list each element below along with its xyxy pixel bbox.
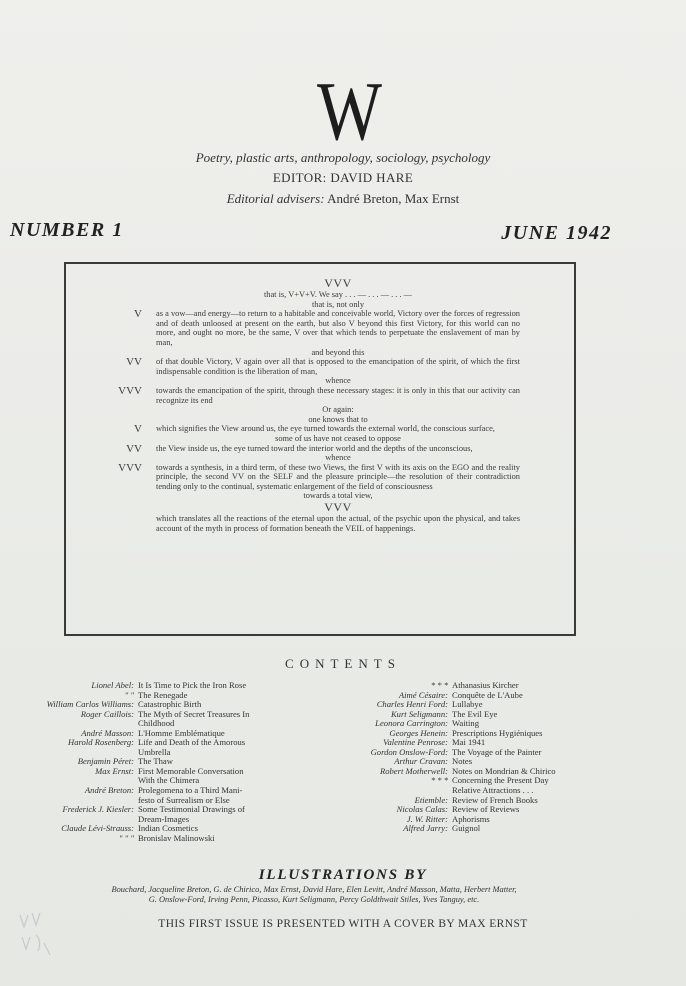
- masthead-advisers: [0, 191, 686, 207]
- manifesto-paragraph-text: as a vow—and energy—to return to a habitable and conceivable world, Victory over the forces of regression and of death unloosed at present on the earth, but also V beyond this first Victory, for this world can no more, and ought no more, be the same, V over that which tends to perpetuate the enslavement of man by man,: [156, 309, 520, 347]
- illustrations-line-2: G. Onslow-Ford, Irving Penn, Picasso, Kurt Seligmann, Percy Goldthwait Stiles, Yves Tanguy, etc.: [148, 894, 480, 904]
- contents-title-entry: Waiting: [452, 718, 479, 729]
- masthead-logo: W: [317, 65, 369, 158]
- manifesto-connector: and beyond this: [311, 347, 365, 357]
- contents-author: Frederick J. Kiesler:: [62, 804, 134, 815]
- contents-author: " " ": [118, 832, 134, 843]
- masthead-editor: EDITOR: DAVID HARE: [272, 170, 414, 185]
- contents-title-entry: Aphorisms: [452, 813, 490, 824]
- manifesto-paragraph: [94, 514, 520, 533]
- manifesto-v-mark: VVV: [118, 384, 142, 397]
- contents-title-entry: Review of French Books: [452, 794, 538, 805]
- contents-title-entry: Umbrella: [138, 746, 171, 757]
- manifesto-connector: that is, not only: [311, 299, 365, 309]
- manifesto-paragraph: [94, 424, 520, 434]
- manifesto-connector: towards a total view,: [303, 491, 373, 501]
- illustrations-line-1: Bouchard, Jacqueline Breton, G. de Chirico, Max Ernst, David Hare, Elen Levitt, André Masson, Matta, Herbert Matter,: [111, 885, 517, 894]
- manifesto-connector: some of us have not ceased to oppose: [275, 433, 401, 443]
- illustrations-list: [14, 885, 614, 904]
- contents-author: Charles Henri Ford:: [376, 699, 448, 710]
- contents-title-entry: The Evil Eye: [452, 708, 498, 719]
- contents-title-entry: It Is Time to Pick the Iron Rose: [138, 680, 247, 690]
- contents-title: CONTENTS: [285, 656, 401, 671]
- manifesto-subheading: VVV: [324, 500, 352, 515]
- contents-title-entry: Mai 1941: [452, 737, 486, 748]
- contents-author: Benjamin Péret:: [77, 756, 134, 767]
- manifesto-body: [94, 290, 520, 533]
- contents-title-entry: Bronislav Malinowski: [138, 832, 215, 843]
- advisers-label: Editorial advisers:: [226, 191, 325, 206]
- manifesto-v-mark: VVV: [118, 461, 142, 474]
- contents-title-entry: festo of Surrealism or Else: [138, 794, 230, 805]
- contents-title-entry: The Voyage of the Painter: [452, 746, 542, 757]
- manifesto-paragraph-text: the View inside us, the eye turned toward the interior world and the depths of the unconscious,: [156, 443, 473, 453]
- contents-entry: [324, 824, 632, 834]
- manifesto-paragraph-text: which translates all the reactions of the eternal upon the actual, of the psychic upon the physical, and takes account of the myth in process of formation beneath the VEIL of happenings.: [156, 514, 520, 533]
- illustrations-title: ILLUSTRATIONS BY: [258, 867, 428, 883]
- issue-number: NUMBER 1: [10, 219, 124, 241]
- manifesto-connector: Or again:: [322, 405, 354, 415]
- contents-author: André Masson:: [81, 727, 134, 738]
- manifesto-paragraph: [94, 386, 520, 405]
- contents-title-entry: Life and Death of the Amorous: [138, 737, 246, 748]
- contents-title-entry: The Myth of Secret Treasures In: [138, 708, 250, 719]
- contents-author: Gordon Onslow-Ford:: [370, 746, 448, 757]
- manifesto-paragraph-text: which signifies the View around us, the eye turned towards the external world, the conscious surface,: [156, 424, 495, 434]
- library-stamp-icon: [14, 907, 58, 959]
- manifesto: [94, 277, 520, 533]
- manifesto-paragraph-text: towards the emancipation of the spirit, through these necessary stages: it is only in this that our activity can recognize its end: [156, 385, 520, 405]
- manifesto-paragraph-text: of that double Victory, V again over all that is opposed to the emancipation of the spirit, of which the first indispensable condition is the liberation of man,: [156, 357, 520, 376]
- contents-author: Lionel Abel:: [91, 680, 134, 690]
- contents-author: Aimé Césaire:: [398, 689, 448, 700]
- contents-right-column: [324, 681, 632, 834]
- contents-author: Alfred Jarry:: [403, 823, 448, 834]
- contents-title-entry: Prolegomena to a Third Mani-: [138, 785, 243, 796]
- manifesto-paragraph-text: towards a synthesis, in a third term, of these two Views, the first V with its axis on the EGO and the reality principle, the second VV on the SELF and the pleasure principle—the resolution of their contradiction tending only to the continual, systematic enlargement of the field of consciousness: [156, 462, 520, 491]
- contents-title-entry: Guignol: [452, 823, 481, 834]
- manifesto-connector: one knows that to: [308, 414, 368, 424]
- contents-author: Roger Caillois:: [80, 708, 134, 719]
- contents-author: " ": [124, 689, 134, 700]
- contents-author: William Carlos Williams:: [46, 699, 134, 710]
- contents-author: Leonora Carrington:: [375, 718, 448, 729]
- contents-title-entry: L'Homme Emblématique: [138, 727, 225, 738]
- manifesto-paragraph: [94, 357, 520, 376]
- manifesto-v-mark: V: [134, 423, 142, 436]
- contents-author: Georges Henein:: [389, 727, 448, 738]
- cover-note: THIS FIRST ISSUE IS PRESENTED WITH A COVER BY MAX ERNST: [158, 918, 528, 930]
- contents-left-column: [8, 681, 310, 843]
- contents-author: Kurt Seligmann:: [390, 708, 448, 719]
- contents-title-entry: Athanasius Kircher: [452, 680, 519, 690]
- contents-title-entry: With the Chimera: [138, 775, 200, 786]
- contents-entry: [8, 834, 310, 844]
- manifesto-paragraph: [94, 444, 520, 454]
- manifesto-paragraph: [94, 309, 520, 347]
- manifesto-connector: whence: [325, 453, 351, 463]
- contents-author: Max Ernst:: [95, 765, 134, 776]
- contents-title-entry: Prescriptions Hygiéniques: [452, 727, 543, 738]
- contents-entry: [324, 748, 632, 758]
- manifesto-v-mark: VV: [126, 442, 142, 455]
- manifesto-connector: that is, V+V+V. We say . . . — . . . — . . . —: [263, 290, 413, 299]
- contents-author: Valentine Penrose:: [383, 737, 448, 748]
- manifesto-heading: VVV: [324, 276, 352, 290]
- contents-title-entry: Review of Reviews: [452, 804, 520, 815]
- contents-title-entry: First Memorable Conversation: [138, 765, 244, 776]
- contents-title-entry: Dream-Images: [138, 813, 190, 824]
- contents-author: Arthur Cravan:: [394, 756, 448, 767]
- contents-author: Claude Lévi-Strauss:: [61, 823, 134, 834]
- contents-title-entry: The Thaw: [138, 756, 173, 767]
- contents-title-entry: Childhood: [138, 718, 175, 729]
- manifesto-paragraph: [94, 463, 520, 492]
- contents-title-entry: Notes: [452, 756, 473, 767]
- manifesto-v-mark: V: [134, 308, 142, 321]
- contents-author: Etiemble:: [414, 794, 448, 805]
- contents-title-entry: Catastrophic Birth: [138, 699, 202, 710]
- contents-title-entry: The Renegade: [138, 689, 188, 700]
- contents-author: * * *: [430, 775, 448, 786]
- contents-title-entry: Concerning the Present Day: [452, 775, 549, 786]
- issue-date: JUNE 1942: [501, 222, 612, 244]
- contents-author: Nicolas Calas:: [396, 804, 448, 815]
- manifesto-v-mark: VV: [126, 356, 142, 369]
- contents-author: André Breton:: [84, 785, 134, 796]
- contents-title-entry: Some Testimonial Drawings of: [138, 804, 245, 815]
- contents-author: J. W. Ritter:: [406, 813, 448, 824]
- contents-title-entry: Indian Cosmetics: [138, 823, 198, 834]
- contents-author: Harold Rosenberg:: [68, 737, 134, 748]
- masthead-subtitle: Poetry, plastic arts, anthropology, sociology, psychology: [195, 150, 491, 165]
- advisers-names: André Breton, Max Ernst: [327, 191, 460, 206]
- manifesto-connector: whence: [325, 376, 351, 386]
- contents-title-entry: Conquête de L'Aube: [452, 689, 523, 700]
- contents-title-entry: Lullabye: [452, 699, 483, 710]
- contents-title-entry: Notes on Mondrian & Chirico: [452, 765, 556, 776]
- contents-author: * * *: [430, 680, 448, 690]
- contents-title-entry: Relative Attractions . . .: [452, 785, 534, 796]
- contents-author: Robert Motherwell:: [379, 765, 448, 776]
